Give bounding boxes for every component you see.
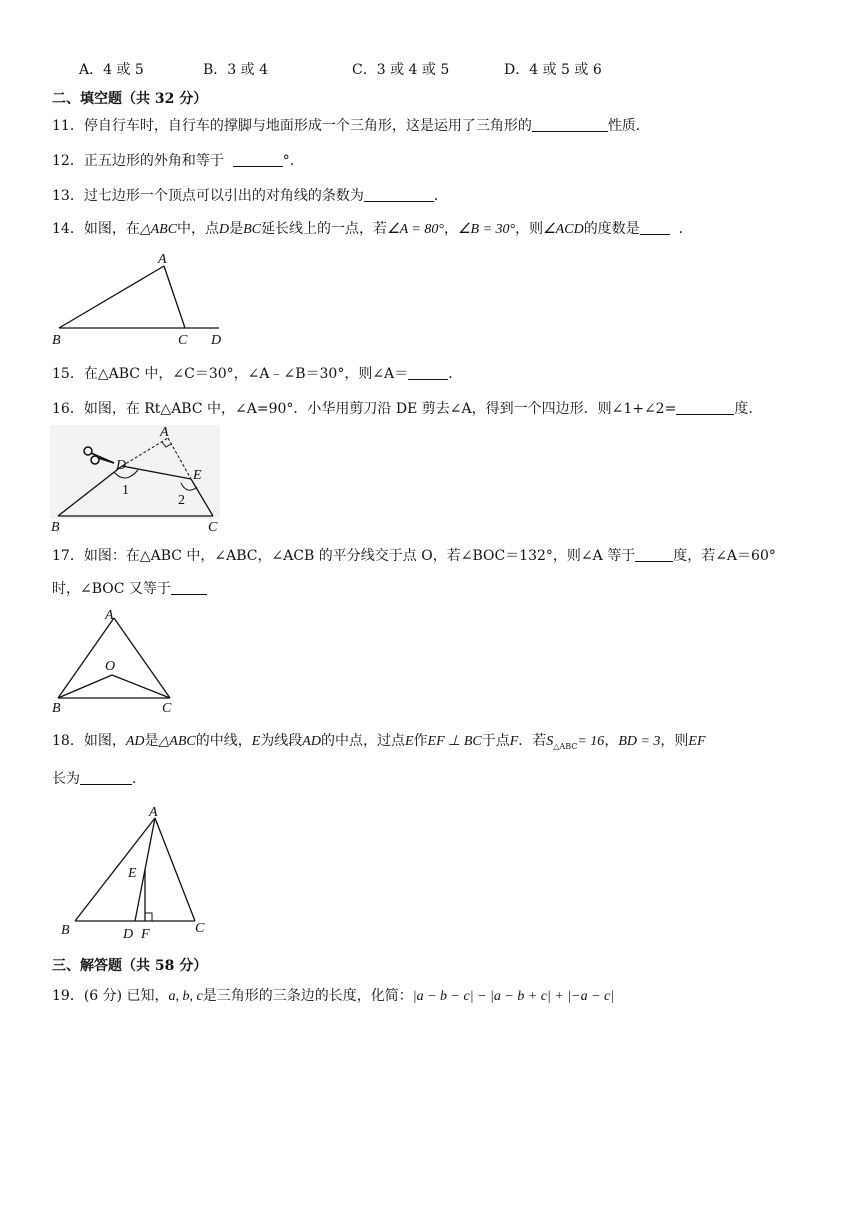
option-d: D．4 或 5 或 6 xyxy=(504,62,602,78)
segment-ac xyxy=(114,618,170,698)
q18-segment: EF xyxy=(688,734,706,749)
question-11 xyxy=(52,116,650,136)
q14-condition: ∠B = 30° xyxy=(457,222,516,237)
q18-text: 的中点，过点 xyxy=(320,733,405,749)
segment-ac xyxy=(155,818,195,921)
answer-blank xyxy=(408,365,448,380)
q16-text-end: 度． xyxy=(734,401,763,417)
answer-blank xyxy=(532,117,608,132)
label-2: 2 xyxy=(178,493,185,508)
question-13 xyxy=(52,186,448,206)
q18-triangle: △ABC xyxy=(158,734,196,749)
q14-text: 14．如图，在 xyxy=(52,221,140,237)
label-a: A xyxy=(160,425,169,440)
q13-text: 13．过七边形一个顶点可以引出的对角线的条数为 xyxy=(52,188,364,204)
q13-text-end: ． xyxy=(433,188,448,204)
figure-17 xyxy=(50,605,180,717)
label-a: A xyxy=(105,608,114,623)
label-e: E xyxy=(193,468,202,483)
q18-area-subscript: △ABC xyxy=(553,741,578,751)
q18-text: 长为 xyxy=(52,771,80,787)
q18-length: BD = 3 xyxy=(618,734,661,749)
figure-18 xyxy=(55,800,215,942)
label-d: D xyxy=(116,458,127,473)
q19-text: 19．(6 分) 已知， xyxy=(52,988,169,1004)
q17-text: 时，∠BOC 又等于 xyxy=(52,581,171,597)
q19-variables: a, b, c xyxy=(168,989,203,1004)
q18-perpendicular: EF ⊥ BC xyxy=(427,734,482,749)
option-a: A．4 或 5 xyxy=(79,62,144,78)
q18-text: 于点 xyxy=(481,733,510,749)
section-heading-fill-blank: 二、填空题（共 32 分） xyxy=(52,91,208,107)
q16-text: 16．如图，在 Rt△ABC 中，∠A=90°．小华用剪刀沿 DE 剪去∠A，得到一个四边形．则∠1+∠2= xyxy=(52,401,677,417)
label-b: B xyxy=(52,333,61,348)
q14-text: 是 xyxy=(229,221,244,237)
q14-text-end: ． xyxy=(678,221,693,237)
answer-blank xyxy=(635,547,673,562)
q14-condition: ∠A = 80° xyxy=(387,222,444,237)
q18-segment: AD xyxy=(302,734,321,749)
q14-point: D xyxy=(219,222,230,237)
q18-point: E xyxy=(251,734,261,749)
q18-text: ，则 xyxy=(660,733,689,749)
q14-text: 延长线上的一点，若 xyxy=(261,221,388,237)
answer-blank xyxy=(171,580,207,595)
q17-text: 17．如图：在△ABC 中，∠ABC，∠ACB 的平分线交于点 O，若∠BOC＝132°，则∠A 等于 xyxy=(52,548,636,564)
label-b: B xyxy=(61,923,70,938)
answer-blank xyxy=(676,400,734,415)
question-15 xyxy=(52,364,462,384)
q18-area-symbol: S xyxy=(546,734,554,749)
label-a: A xyxy=(149,805,158,820)
label-b: B xyxy=(52,701,61,716)
q14-triangle: △ABC xyxy=(139,222,178,237)
segment-ac xyxy=(164,266,185,328)
label-1: 1 xyxy=(122,483,129,498)
right-angle-mark xyxy=(145,913,152,921)
question-17-line-1 xyxy=(52,546,776,566)
question-18-line-1 xyxy=(52,731,706,757)
label-d: D xyxy=(211,333,222,348)
q18-segment: AD xyxy=(125,734,145,749)
question-16 xyxy=(52,399,762,419)
q15-text: 15．在△ABC 中，∠C＝30°，∠A﹣∠B＝30°，则∠A＝ xyxy=(52,366,409,382)
label-c: C xyxy=(162,701,172,716)
option-c: C．3 或 4 或 5 xyxy=(352,62,450,78)
segment-ab xyxy=(59,266,164,328)
q18-text: 的中线， xyxy=(195,733,252,749)
question-17-line-2 xyxy=(52,579,207,599)
q19-expression: |a − b − c| − |a − b + c| + |−a − c| xyxy=(412,989,615,1004)
question-18-line-2 xyxy=(52,769,146,789)
label-a: A xyxy=(158,252,167,267)
q18-text-end: ． xyxy=(132,771,146,787)
q11-text: 11．停自行车时，自行车的撑脚与地面形成一个三角形，这是运用了三角形的 xyxy=(52,118,532,134)
section-heading-solutions: 三、解答题（共 58 分） xyxy=(52,958,208,974)
answer-blank xyxy=(364,187,434,202)
answer-blank xyxy=(640,220,670,235)
q18-text: ， xyxy=(604,733,619,749)
q11-text-end: 性质． xyxy=(607,118,650,134)
q15-text-end: ． xyxy=(448,366,463,382)
label-b: B xyxy=(51,520,60,535)
q18-area-value: = 16 xyxy=(577,734,605,749)
q14-text: 的度数是 xyxy=(583,221,640,237)
label-d: D xyxy=(123,927,134,942)
figure-14 xyxy=(48,250,238,350)
q18-text: 作 xyxy=(413,733,428,749)
q12-text: 12．正五边形的外角和等于 xyxy=(52,153,224,169)
question-12 xyxy=(52,151,294,171)
label-c: C xyxy=(208,520,218,535)
q18-point: F xyxy=(509,734,519,749)
q18-text: 是 xyxy=(144,733,159,749)
q18-point: E xyxy=(404,734,414,749)
q17-text: 度，若∠A＝60° xyxy=(673,548,776,564)
q14-text: ， xyxy=(443,221,458,237)
q19-text: 是三角形的三条边的长度，化简： xyxy=(202,988,413,1004)
q18-text: 18．如图， xyxy=(52,733,126,749)
answer-blank xyxy=(233,152,283,167)
q18-text: ．若 xyxy=(518,733,547,749)
segment-ab xyxy=(75,818,155,921)
label-f: F xyxy=(141,927,150,942)
q14-segment: BC xyxy=(243,222,262,237)
figure-16 xyxy=(50,425,225,535)
option-b: B．3 或 4 xyxy=(203,62,269,78)
q14-text: 中，点 xyxy=(177,221,220,237)
answer-blank xyxy=(80,770,132,785)
q18-text: 为线段 xyxy=(260,733,303,749)
label-c: C xyxy=(178,333,188,348)
label-e: E xyxy=(128,866,137,881)
label-c: C xyxy=(195,921,205,936)
q12-text-end: °. xyxy=(282,153,295,169)
q14-angle: ∠ACD xyxy=(543,222,584,237)
label-o: O xyxy=(105,659,116,674)
question-19 xyxy=(52,986,614,1007)
q14-text: ，则 xyxy=(515,221,544,237)
question-14 xyxy=(52,219,693,240)
